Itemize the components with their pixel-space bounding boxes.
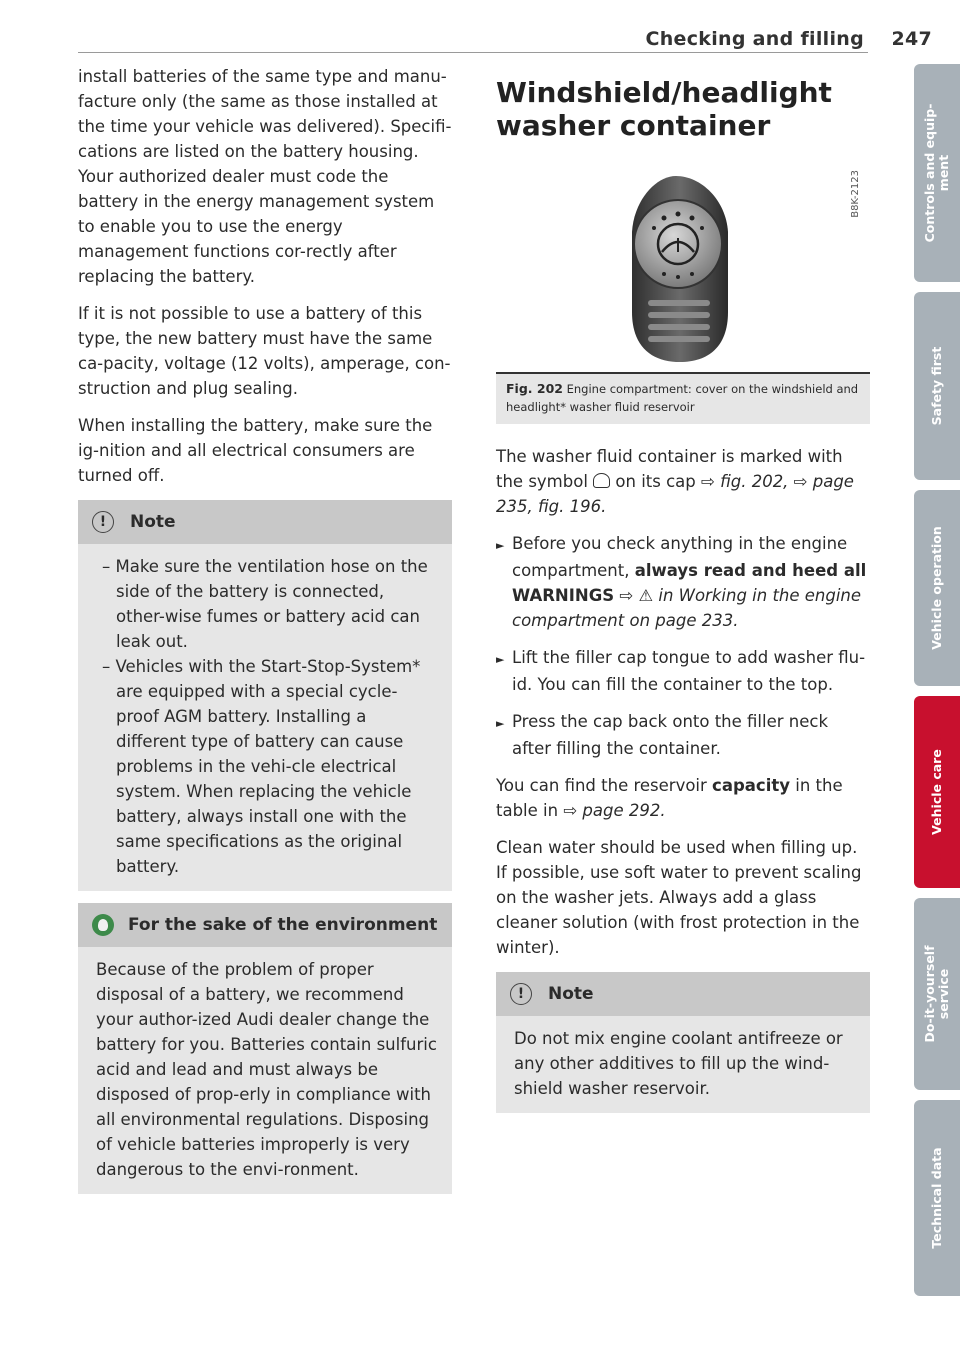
note-header bbox=[78, 500, 452, 544]
paragraph: When installing the battery, make sure the ig-nition and all electrical consumers are turned off. bbox=[78, 416, 433, 485]
environment-text: Because of the problem of proper disposal of a battery, we recommend your author-ized Audi dealer change the battery for you. Batteries contain sulfuric acid and lead and must always be disposed of prop-erly in compliance with all environmental regulations. Disposing of vehicle batteries improperly is very dangerous to the envi-ronment. bbox=[96, 960, 437, 1179]
note-heading: Note bbox=[548, 983, 594, 1004]
note-box bbox=[78, 500, 452, 891]
caution-icon: ! bbox=[92, 511, 114, 533]
tab-label: Vehicle operation bbox=[929, 526, 944, 650]
section-heading: Windshield/headlight washer container bbox=[496, 76, 832, 142]
paragraph: Clean water should be used when filling up. If possible, use soft water to prevent scaling on the washer jets. Always add a glass cleaner solution (with frost protection in the winter). bbox=[496, 838, 862, 957]
intro-text: on its cap bbox=[610, 472, 701, 491]
page-number: 247 bbox=[891, 28, 932, 50]
environment-header bbox=[78, 903, 452, 947]
note-text: Do not mix engine coolant antifreeze or any other additives to fill up the wind-shield washer reservoir. bbox=[514, 1029, 843, 1098]
bullet-arrow-icon: ► bbox=[496, 539, 505, 552]
figure-202 bbox=[496, 162, 870, 424]
tab-label: Technical data bbox=[929, 1147, 944, 1249]
environment-leaf-icon bbox=[92, 914, 114, 936]
capacity-paragraph bbox=[496, 773, 870, 823]
note-header bbox=[496, 972, 870, 1016]
page-reference-link[interactable]: ⇨ page 292. bbox=[563, 801, 666, 820]
bullet-arrow-icon: ► bbox=[496, 653, 505, 666]
list-text: Lift the filler cap tongue to add washer flu-id. You can fill the container to the top. bbox=[512, 648, 866, 694]
caption-label: Fig. 202 bbox=[506, 381, 563, 396]
list-item bbox=[496, 709, 870, 761]
tab-label: Safety first bbox=[929, 346, 944, 426]
note-box bbox=[496, 972, 870, 1113]
tab-label: Do-it-yourself service bbox=[922, 945, 951, 1043]
list-item bbox=[496, 645, 870, 697]
intro-text: The washer fluid container is marked with the symbol bbox=[496, 447, 843, 491]
tab-controls-and-equipment[interactable] bbox=[914, 64, 960, 282]
list-text: Before you check anything in the engine compartment, bbox=[512, 534, 848, 580]
tab-label: Vehicle care bbox=[929, 749, 944, 835]
capacity-text: You can find the reservoir bbox=[496, 776, 713, 795]
list-item bbox=[496, 531, 870, 633]
paragraph: install batteries of the same type and manu-facture only (the same as those installed at the time your vehicle was delivered). Specifi-cations are listed on the battery housing. Your authorized dealer must code the battery in the energy management system to enable you to use the energy management functions cor-rectly after replacing the battery. bbox=[78, 67, 452, 286]
note-item: – Make sure the ventilation hose on the side of the battery is connected, other-wise fumes or battery acid can leak out. bbox=[102, 557, 428, 651]
left-column bbox=[78, 64, 452, 1194]
warning-reference-link[interactable]: ⇨ ⚠ in Working in the engine compartment on page 233. bbox=[512, 586, 862, 630]
list-text: Press the cap back onto the filler neck after filling the container. bbox=[512, 712, 829, 758]
capacity-text: in the table in bbox=[496, 776, 843, 820]
washer-symbol-icon bbox=[593, 473, 610, 488]
environment-box bbox=[78, 903, 452, 1194]
intro-paragraph bbox=[496, 444, 870, 519]
tab-do-it-yourself-service[interactable] bbox=[914, 898, 960, 1090]
capacity-emphasis: capacity bbox=[712, 776, 790, 795]
caption-text: Engine compartment: cover on the windshield and headlight* washer fluid reservoir bbox=[506, 382, 859, 414]
paragraph: If it is not possible to use a battery of this type, the new battery must have the same ca-pacity, voltage (12 volts), amperage, con-struction and plug sealing. bbox=[78, 304, 451, 398]
tab-technical-data[interactable] bbox=[914, 1100, 960, 1296]
right-column bbox=[496, 64, 870, 1113]
warning-emphasis: always read and heed all WARNINGS bbox=[512, 561, 867, 605]
caution-icon: ! bbox=[510, 983, 532, 1005]
instruction-list bbox=[496, 531, 870, 761]
washer-cap-illustration bbox=[496, 162, 870, 372]
note-item: – Vehicles with the Start-Stop-System* are equipped with a special cycle-proof AGM battery. Installing a different type of battery can cause problems in the vehi-cle electrical system. When replacing the vehicle battery, always install one with the same specifications as the original battery. bbox=[102, 657, 421, 876]
figure-code: B8K-2123 bbox=[850, 170, 861, 218]
tab-vehicle-operation[interactable] bbox=[914, 490, 960, 686]
figure-reference-link[interactable]: ⇨ fig. 202, ⇨ page 235, fig. 196. bbox=[496, 472, 854, 516]
header-rule bbox=[78, 52, 868, 53]
tab-label: Controls and equip- ment bbox=[922, 103, 951, 243]
environment-heading: For the sake of the environment bbox=[128, 914, 438, 935]
note-heading: Note bbox=[130, 511, 176, 532]
figure-caption bbox=[496, 374, 870, 424]
bullet-arrow-icon: ► bbox=[496, 717, 505, 730]
tab-safety-first[interactable] bbox=[914, 292, 960, 480]
figure-image bbox=[496, 162, 870, 374]
tab-vehicle-care[interactable] bbox=[914, 696, 960, 888]
section-title: Checking and filling bbox=[645, 28, 864, 50]
